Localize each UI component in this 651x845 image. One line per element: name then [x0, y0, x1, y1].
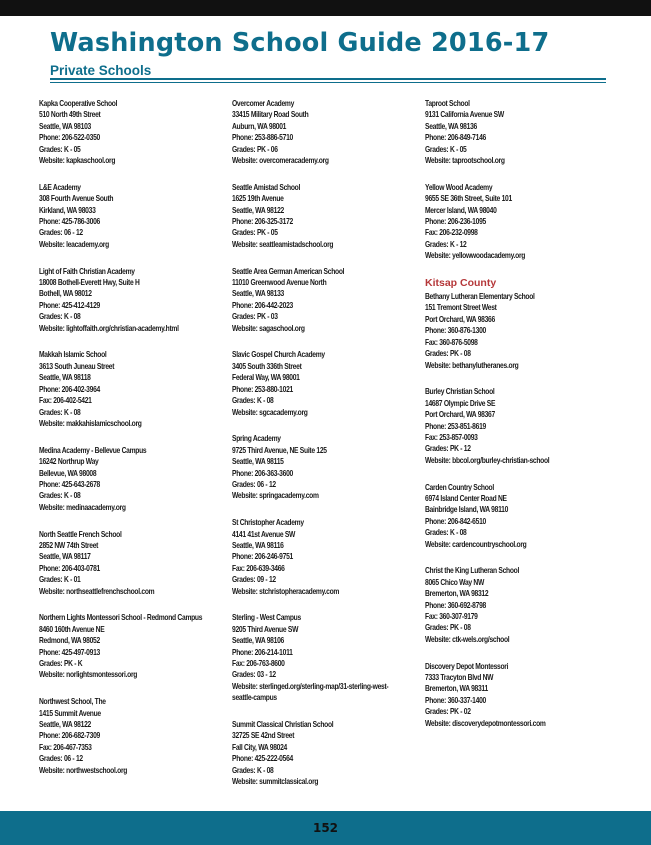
- school-fax: Fax: 206-402-5421: [39, 396, 92, 406]
- school-street: 9655 SE 36th Street, Suite 101: [425, 194, 512, 204]
- school-entry: [232, 433, 418, 501]
- school-name: Bethany Lutheran Elementary School: [425, 292, 535, 302]
- school-phone: Phone: 425-497-0913: [39, 647, 100, 657]
- school-name: Northwest School, The: [39, 697, 106, 707]
- school-phone: Phone: 206-522-0350: [39, 133, 100, 143]
- school-website: Website: northwestschool.org: [39, 765, 128, 775]
- school-city: Federal Way, WA 98001: [232, 373, 300, 383]
- school-phone: Phone: 206-403-0781: [39, 563, 100, 573]
- school-grades: Grades: PK - 12: [425, 444, 471, 454]
- school-grades: Grades: K - 08: [232, 765, 274, 775]
- school-name: Seattle Area German American School: [232, 266, 345, 276]
- school-column-1: [39, 98, 225, 791]
- school-fax: Fax: 206-232-0998: [425, 228, 478, 238]
- school-grades: Grades: K - 01: [39, 575, 81, 585]
- school-grades: Grades: K - 08: [425, 528, 467, 538]
- school-city: Redmond, WA 98052: [39, 636, 100, 646]
- school-website: Website: northseattlefrenchschool.com: [39, 586, 155, 596]
- school-entry: [232, 182, 418, 250]
- school-city: Port Orchard, WA 98367: [425, 410, 495, 420]
- school-name: Seattle Amistad School: [232, 182, 301, 192]
- school-city: Seattle, WA 98122: [232, 205, 284, 215]
- school-street: 33415 Military Road South: [232, 110, 309, 120]
- school-city: Bremerton, WA 98312: [425, 589, 489, 599]
- school-phone: Phone: 425-412-4129: [39, 300, 100, 310]
- school-name: Christ the King Lutheran School: [425, 566, 520, 576]
- school-website: Website: norlightsmontessori.org: [39, 670, 138, 680]
- school-grades: Grades: PK - 05: [232, 228, 278, 238]
- school-street: 3405 South 336th Street: [232, 361, 302, 371]
- school-city: Seattle, WA 98133: [232, 289, 284, 299]
- school-website: Website: springacademy.com: [232, 491, 319, 501]
- school-fax: Fax: 206-763-8600: [232, 659, 285, 668]
- school-street: 3613 South Juneau Street: [39, 361, 115, 371]
- header-rule-thin: [50, 82, 606, 83]
- school-name: L&E Academy: [39, 182, 81, 192]
- school-grades: Grades: 06 - 12: [39, 228, 83, 238]
- school-website: Website: medinaacademy.org: [39, 502, 126, 512]
- school-street: 9131 California Avenue SW: [425, 110, 504, 120]
- school-website: Website: kapkaschool.org: [39, 156, 116, 166]
- school-phone: Phone: 360-692-8798: [425, 600, 486, 610]
- top-band: [0, 0, 651, 16]
- school-entry: [39, 349, 225, 429]
- school-city: Seattle, WA 98136: [425, 121, 477, 131]
- school-grades: Grades: K - 05: [425, 144, 467, 154]
- school-entry: [39, 98, 225, 166]
- school-grades: Grades: K - 08: [39, 491, 81, 501]
- school-city: Seattle, WA 98122: [39, 720, 91, 730]
- school-city: Bellevue, WA 98008: [39, 468, 97, 478]
- school-street: 8065 Chico Way NW: [425, 577, 485, 587]
- school-phone: Phone: 425-643-2678: [39, 479, 100, 489]
- school-city: Seattle, WA 98103: [39, 121, 91, 131]
- school-street: 151 Tremont Street West: [425, 303, 497, 313]
- school-phone: Phone: 253-880-1021: [232, 384, 293, 394]
- school-street: 4141 41st Avenue SW: [232, 529, 296, 539]
- school-phone: Phone: 360-337-1400: [425, 695, 486, 705]
- school-grades: Grades: K - 08: [39, 407, 81, 417]
- school-city: Bothell, WA 98012: [39, 289, 92, 299]
- school-grades: Grades: PK - K: [39, 659, 83, 668]
- school-name: Slavic Gospel Church Academy: [232, 350, 325, 360]
- school-street: 18008 Bothell-Everett Hwy, Suite H: [39, 278, 140, 288]
- school-entry: [39, 182, 225, 250]
- school-grades: Grades: PK - 06: [232, 144, 278, 154]
- school-grades: Grades: 06 - 12: [39, 754, 83, 764]
- school-name: North Seattle French School: [39, 529, 122, 539]
- school-fax: Fax: 206-467-7353: [39, 742, 92, 752]
- school-entry: [232, 266, 418, 334]
- school-entry: [425, 386, 625, 466]
- school-website: Website: yellowwoodacademy.org: [425, 251, 526, 261]
- school-name: Taproot School: [425, 99, 470, 108]
- school-name: Burley Christian School: [425, 387, 495, 397]
- school-street: 308 Fourth Avenue South: [39, 194, 114, 204]
- school-street: 11010 Greenwood Avenue North: [232, 278, 327, 288]
- school-city: Seattle, WA 98117: [39, 552, 91, 562]
- school-city: Seattle, WA 98115: [232, 457, 284, 467]
- school-entry: [39, 696, 225, 776]
- school-street: 510 North 49th Street: [39, 110, 101, 120]
- school-phone: Phone: 206-363-3600: [232, 468, 293, 478]
- page-title: Washington School Guide 2016-17: [50, 28, 550, 58]
- school-grades: Grades: 09 - 12: [232, 575, 276, 585]
- school-phone: Phone: 206-214-1011: [232, 647, 293, 657]
- school-grades: Grades: 06 - 12: [232, 479, 276, 489]
- school-grades: Grades: 03 - 12: [232, 670, 276, 680]
- school-phone: Phone: 360-876-1300: [425, 326, 486, 336]
- school-street: 8460 160th Avenue NE: [39, 624, 105, 634]
- school-website: Website: discoverydepotmontessori.com: [425, 718, 546, 728]
- school-city: Mercer Island, WA 98040: [425, 205, 497, 215]
- school-entry: [425, 182, 625, 262]
- school-entry: [232, 719, 418, 787]
- school-grades: Grades: PK - 08: [425, 623, 471, 633]
- school-city: Fall City, WA 98024: [232, 742, 288, 752]
- school-name: Northern Lights Montessori School - Redmond Campus: [39, 613, 203, 623]
- school-grades: Grades: PK - 02: [425, 707, 471, 717]
- school-city: Seattle, WA 98116: [232, 540, 284, 550]
- school-website: Website: taprootschool.org: [425, 156, 505, 166]
- school-phone: Phone: 206-842-6510: [425, 516, 486, 526]
- school-grades: Grades: K - 05: [39, 144, 81, 154]
- school-phone: Phone: 206-246-9751: [232, 552, 293, 562]
- school-website: Website: bethanylutheranes.org: [425, 360, 519, 370]
- school-grades: Grades: K - 12: [425, 239, 467, 249]
- school-website: Website: bbcol.org/burley-christian-school: [425, 455, 550, 465]
- school-name: Medina Academy - Bellevue Campus: [39, 445, 147, 455]
- school-name: Kapka Cooperative School: [39, 99, 118, 108]
- school-column-2: [232, 98, 418, 803]
- school-street: 6974 Island Center Road NE: [425, 493, 507, 503]
- school-city: Kirkland, WA 98033: [39, 205, 96, 215]
- school-website: Website: sterlinged.org/sterling-map/31-sterling-west-seattle-campus: [232, 681, 389, 703]
- school-street: 9205 Third Avenue SW: [232, 624, 299, 634]
- school-grades: Grades: PK - 03: [232, 312, 278, 322]
- school-city: Bremerton, WA 98311: [425, 684, 488, 694]
- school-entry: [39, 529, 225, 597]
- school-name: Summit Classical Christian School: [232, 720, 334, 730]
- school-street: 14687 Olympic Drive SE: [425, 398, 496, 408]
- school-phone: Phone: 253-851-8619: [425, 421, 486, 431]
- school-street: 7333 Tracyton Blvd NW: [425, 673, 494, 682]
- school-entry: [39, 445, 225, 513]
- county-heading: Kitsap County: [425, 277, 497, 290]
- school-website: Website: leacademy.org: [39, 239, 109, 249]
- school-street: 1625 19th Avenue: [232, 194, 284, 204]
- school-website: Website: overcomeracademy.org: [232, 156, 329, 166]
- school-website: Website: summitclassical.org: [232, 777, 319, 787]
- school-name: Carden Country School: [425, 482, 494, 492]
- school-phone: Phone: 206-325-3172: [232, 217, 293, 227]
- school-phone: Phone: 425-222-0564: [232, 754, 293, 764]
- school-name: Yellow Wood Academy: [425, 182, 493, 192]
- school-entry: [425, 565, 625, 645]
- school-city: Bainbridge Island, WA 98110: [425, 505, 509, 515]
- school-entry: [425, 98, 625, 166]
- school-phone: Phone: 253-886-5710: [232, 133, 293, 143]
- page-number: 152: [312, 821, 339, 835]
- school-phone: Phone: 206-402-3964: [39, 384, 100, 394]
- school-name: Sterling - West Campus: [232, 613, 301, 623]
- page-subtitle: Private Schools: [50, 63, 152, 78]
- school-name: Light of Faith Christian Academy: [39, 266, 135, 276]
- school-name: St Christopher Academy: [232, 518, 304, 528]
- school-grades: Grades: K - 08: [39, 312, 81, 322]
- school-entry: [425, 661, 625, 729]
- school-street: 2852 NW 74th Street: [39, 540, 99, 550]
- school-fax: Fax: 253-857-0093: [425, 432, 478, 442]
- school-name: Overcomer Academy: [232, 99, 295, 108]
- school-website: Website: cardencountryschool.org: [425, 539, 527, 549]
- school-website: Website: seattleamistadschool.org: [232, 239, 334, 249]
- school-phone: Phone: 206-682-7309: [39, 731, 100, 741]
- school-phone: Phone: 425-786-3006: [39, 217, 100, 227]
- school-entry: [39, 266, 225, 334]
- school-phone: Phone: 206-442-2023: [232, 300, 293, 310]
- school-fax: Fax: 360-307-9179: [425, 611, 478, 621]
- school-street: 16242 Northrup Way: [39, 457, 99, 467]
- school-street: 1415 Summit Avenue: [39, 708, 101, 718]
- school-street: 9725 Third Avenue, NE Suite 125: [232, 445, 327, 455]
- school-entry: [425, 482, 625, 550]
- school-entry: [232, 612, 418, 703]
- school-column-3: [425, 98, 625, 744]
- school-name: Discovery Depot Montessori: [425, 661, 509, 671]
- school-website: Website: ctk-wels.org/school: [425, 634, 510, 644]
- school-grades: Grades: PK - 08: [425, 349, 471, 359]
- school-city: Auburn, WA 98001: [232, 121, 287, 131]
- school-name: Spring Academy: [232, 434, 281, 444]
- school-website: Website: sgcacademy.org: [232, 407, 308, 417]
- school-entry: [232, 517, 418, 597]
- school-grades: Grades: K - 08: [232, 396, 274, 406]
- school-city: Port Orchard, WA 98366: [425, 314, 495, 324]
- school-entry: [39, 612, 225, 680]
- school-entry: [232, 98, 418, 166]
- header-rule-thick: [50, 78, 606, 80]
- school-entry: [232, 349, 418, 417]
- school-website: Website: lightoffaith.org/christian-academy.html: [39, 323, 179, 333]
- school-entry: [425, 291, 625, 371]
- school-phone: Phone: 206-849-7146: [425, 133, 486, 143]
- school-phone: Phone: 206-236-1095: [425, 217, 486, 227]
- school-city: Seattle, WA 98118: [39, 373, 91, 383]
- school-fax: Fax: 360-876-5098: [425, 337, 478, 347]
- school-street: 32725 SE 42nd Street: [232, 731, 295, 741]
- school-name: Makkah Islamic School: [39, 350, 107, 360]
- school-city: Seattle, WA 98106: [232, 636, 284, 646]
- school-fax: Fax: 206-639-3466: [232, 563, 285, 573]
- school-website: Website: makkahislamicschool.org: [39, 418, 142, 428]
- school-website: Website: sagaschool.org: [232, 323, 305, 333]
- school-website: Website: stchristopheracademy.com: [232, 586, 340, 596]
